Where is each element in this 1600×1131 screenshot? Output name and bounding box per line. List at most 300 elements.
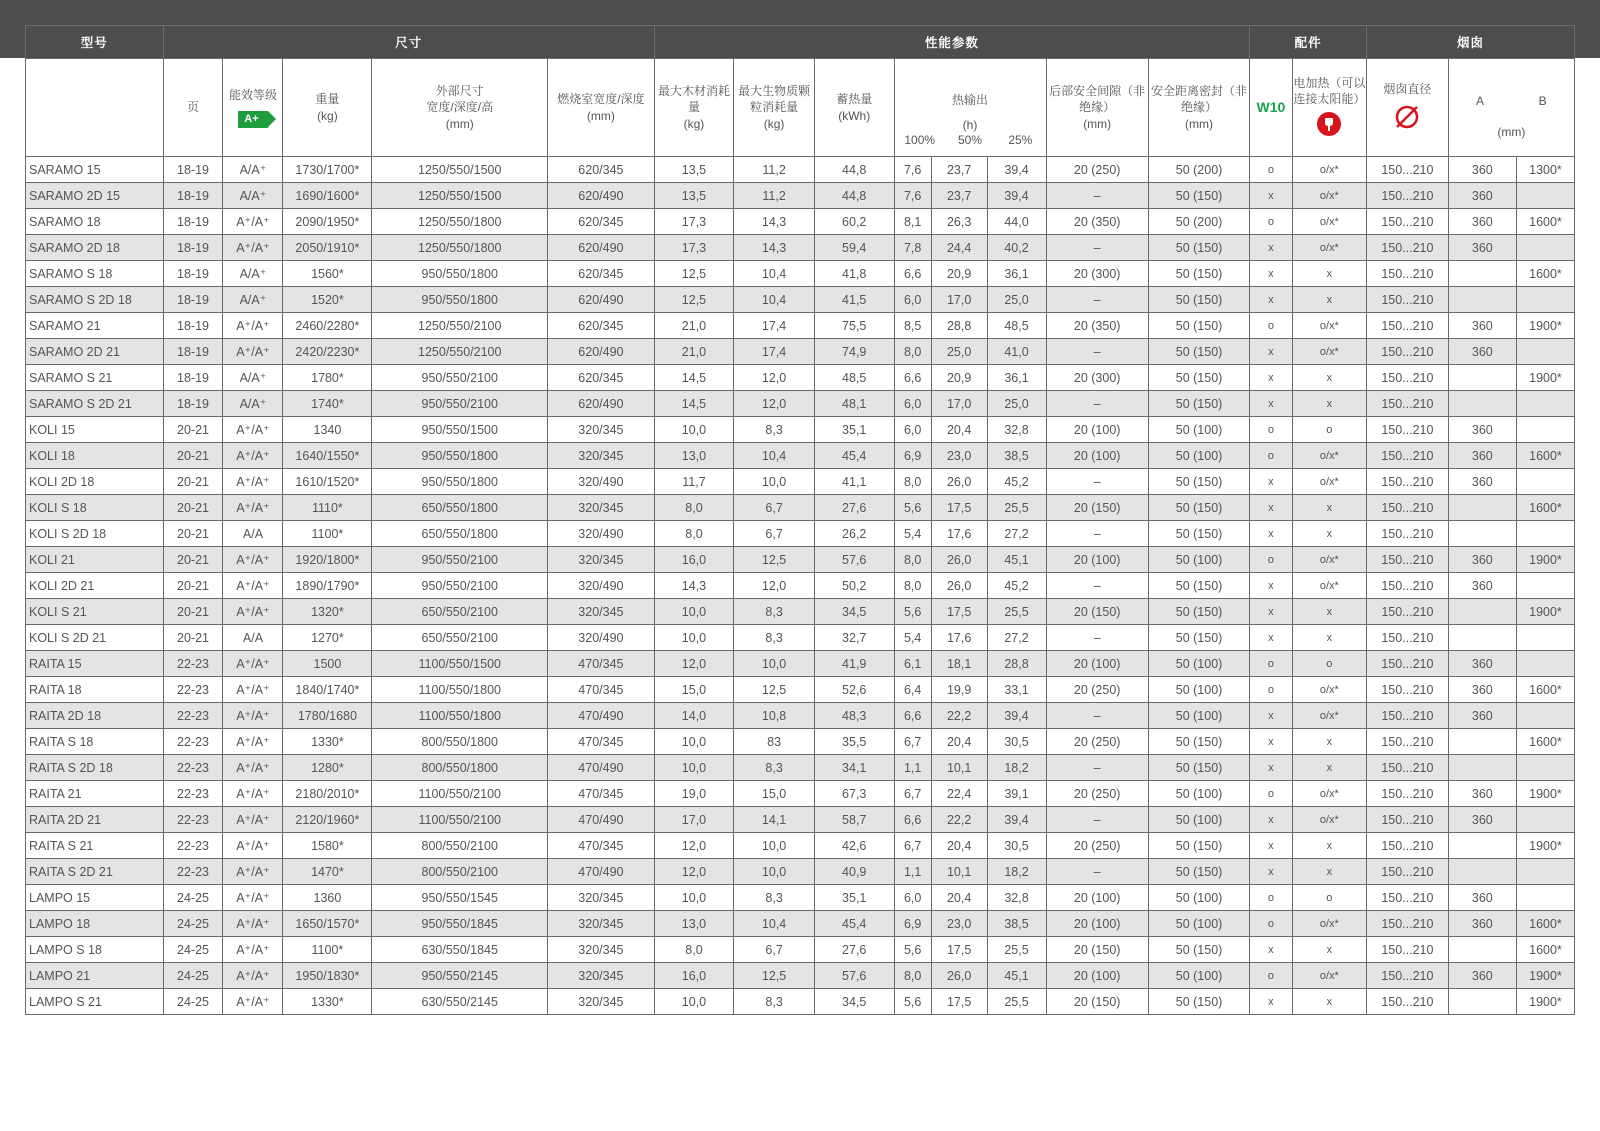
cell-heat-100: 6,6 [894,807,931,833]
chimney-b-label: B [1538,94,1547,108]
cell-outer-dims: 800/550/2100 [372,833,548,859]
cell-electric-heating: x [1292,989,1366,1015]
cell-chimney-b [1516,235,1574,261]
cell-seal-distance: 50 (100) [1148,443,1249,469]
heat-25-label: 25% [1008,132,1033,147]
cell-storage: 34,5 [814,599,894,625]
cell-chamber: 620/490 [548,235,655,261]
cell-w10: x [1250,521,1292,547]
cell-wood: 16,0 [654,547,734,573]
cell-chimney-a [1448,729,1516,755]
cell-outer-dims: 1250/550/1800 [372,235,548,261]
cell-chimney-b: 1300* [1516,157,1574,183]
cell-electric-heating: o/x* [1292,547,1366,573]
cell-w10: x [1250,183,1292,209]
cell-rear-gap: – [1046,287,1148,313]
cell-page: 18-19 [163,391,223,417]
cell-electric-heating: o/x* [1292,911,1366,937]
cell-chamber: 620/490 [548,183,655,209]
cell-chamber: 620/345 [548,365,655,391]
cell-rear-gap: – [1046,703,1148,729]
cell-seal-distance: 50 (150) [1148,989,1249,1015]
storage-unit: (kWh) [838,108,871,123]
table-row [26,547,1575,573]
cell-chimney-a: 360 [1448,443,1516,469]
cell-weight: 2090/1950* [283,209,372,235]
cell-seal-distance: 50 (150) [1148,365,1249,391]
col-wood [654,59,734,157]
diameter-icon [1394,104,1420,130]
cell-chimney-diameter: 150...210 [1367,833,1449,859]
cell-chamber: 620/345 [548,261,655,287]
cell-page: 22-23 [163,703,223,729]
table-row [26,365,1575,391]
cell-storage: 27,6 [814,937,894,963]
cell-chimney-a [1448,755,1516,781]
cell-chimney-diameter: 150...210 [1367,963,1449,989]
cell-pellet: 11,2 [734,183,815,209]
cell-weight: 1890/1790* [283,573,372,599]
cell-seal-distance: 50 (150) [1148,833,1249,859]
cell-weight: 1280* [283,755,372,781]
cell-pellet: 6,7 [734,521,815,547]
cell-outer-dims: 1250/550/1500 [372,183,548,209]
cell-electric-heating: x [1292,521,1366,547]
cell-heat-50: 20,9 [931,261,987,287]
cell-w10: x [1250,937,1292,963]
cell-pellet: 10,0 [734,859,815,885]
cell-rear-gap: 20 (150) [1046,937,1148,963]
cell-pellet: 12,5 [734,547,815,573]
table-row [26,807,1575,833]
cell-outer-dims: 1100/550/2100 [372,781,548,807]
cell-chimney-diameter: 150...210 [1367,339,1449,365]
cell-electric-heating: x [1292,391,1366,417]
cell-outer-dims: 950/550/2100 [372,573,548,599]
cell-energy-class: A⁺/A⁺ [223,781,283,807]
cell-wood: 21,0 [654,313,734,339]
table-row [26,495,1575,521]
cell-w10: o [1250,157,1292,183]
cell-weight: 1320* [283,599,372,625]
cell-chimney-b [1516,183,1574,209]
cell-energy-class: A/A⁺ [223,287,283,313]
cell-heat-100: 1,1 [894,859,931,885]
cell-energy-class: A⁺/A⁺ [223,573,283,599]
cell-rear-gap: 20 (100) [1046,651,1148,677]
table-row [26,287,1575,313]
cell-rear-gap: 20 (350) [1046,313,1148,339]
cell-model: KOLI 21 [26,547,164,573]
cell-heat-50: 20,4 [931,729,987,755]
cell-wood: 10,0 [654,885,734,911]
cell-electric-heating: o/x* [1292,573,1366,599]
col-weight [283,59,372,157]
cell-outer-dims: 1250/550/1800 [372,209,548,235]
cell-w10: o [1250,885,1292,911]
cell-seal-distance: 50 (100) [1148,677,1249,703]
storage-label: 蓄热量 [836,92,873,107]
cell-rear-gap: – [1046,183,1148,209]
cell-w10: o [1250,313,1292,339]
cell-page: 18-19 [163,261,223,287]
table-row [26,443,1575,469]
cell-page: 24-25 [163,885,223,911]
cell-w10: x [1250,261,1292,287]
cell-pellet: 8,3 [734,755,815,781]
cell-chimney-diameter: 150...210 [1367,729,1449,755]
cell-rear-gap: 20 (150) [1046,495,1148,521]
cell-pellet: 10,4 [734,287,815,313]
cell-energy-class: A⁺/A⁺ [223,599,283,625]
table-row [26,573,1575,599]
cell-heat-100: 7,8 [894,235,931,261]
cell-weight: 1690/1600* [283,183,372,209]
col-chamber [548,59,655,157]
cell-w10: x [1250,729,1292,755]
cell-outer-dims: 1100/550/1800 [372,677,548,703]
cell-weight: 2180/2010* [283,781,372,807]
cell-model: SARAMO S 21 [26,365,164,391]
cell-model: SARAMO S 2D 21 [26,391,164,417]
cell-wood: 17,3 [654,209,734,235]
cell-model: KOLI 15 [26,417,164,443]
cell-heat-25: 45,2 [987,573,1046,599]
cell-chimney-a [1448,599,1516,625]
cell-heat-25: 45,1 [987,547,1046,573]
cell-seal-distance: 50 (200) [1148,209,1249,235]
cell-heat-25: 45,2 [987,469,1046,495]
cell-seal-distance: 50 (200) [1148,157,1249,183]
cell-w10: x [1250,859,1292,885]
cell-weight: 2050/1910* [283,235,372,261]
cell-chimney-a: 360 [1448,469,1516,495]
cell-chimney-b: 1600* [1516,677,1574,703]
cell-outer-dims: 800/550/1800 [372,729,548,755]
cell-heat-100: 6,7 [894,781,931,807]
cell-wood: 12,0 [654,859,734,885]
cell-chimney-diameter: 150...210 [1367,521,1449,547]
cell-heat-50: 17,6 [931,625,987,651]
table-row [26,625,1575,651]
cell-w10: x [1250,339,1292,365]
cell-energy-class: A⁺/A⁺ [223,963,283,989]
cell-seal-distance: 50 (150) [1148,729,1249,755]
cell-pellet: 8,3 [734,599,815,625]
cell-storage: 45,4 [814,443,894,469]
cell-page: 20-21 [163,547,223,573]
cell-chamber: 620/345 [548,209,655,235]
cell-heat-100: 6,7 [894,729,931,755]
group-chimney: 烟囱 [1367,26,1575,59]
cell-model: KOLI S 2D 18 [26,521,164,547]
cell-weight: 1780* [283,365,372,391]
cell-heat-25: 39,4 [987,703,1046,729]
cell-wood: 10,0 [654,989,734,1015]
cell-model: SARAMO S 18 [26,261,164,287]
cell-seal-distance: 50 (150) [1148,625,1249,651]
cell-weight: 1110* [283,495,372,521]
cell-chamber: 470/490 [548,807,655,833]
cell-outer-dims: 1100/550/1500 [372,651,548,677]
group-performance: 性能参数 [654,26,1250,59]
cell-electric-heating: o/x* [1292,807,1366,833]
cell-chimney-a: 360 [1448,339,1516,365]
cell-electric-heating: x [1292,599,1366,625]
cell-outer-dims: 1100/550/1800 [372,703,548,729]
table-row [26,339,1575,365]
cell-weight: 1610/1520* [283,469,372,495]
cell-rear-gap: – [1046,625,1148,651]
cell-storage: 35,1 [814,885,894,911]
cell-weight: 2120/1960* [283,807,372,833]
cell-w10: x [1250,833,1292,859]
cell-seal-distance: 50 (150) [1148,235,1249,261]
cell-heat-100: 6,7 [894,833,931,859]
cell-chimney-b: 1900* [1516,547,1574,573]
cell-w10: x [1250,469,1292,495]
cell-page: 24-25 [163,963,223,989]
cell-chimney-b [1516,417,1574,443]
cell-chimney-diameter: 150...210 [1367,599,1449,625]
cell-chamber: 320/490 [548,469,655,495]
cell-energy-class: A⁺/A⁺ [223,651,283,677]
cell-page: 18-19 [163,209,223,235]
cell-heat-100: 5,6 [894,937,931,963]
cell-outer-dims: 950/550/1800 [372,261,548,287]
cell-energy-class: A⁺/A⁺ [223,417,283,443]
cell-page: 18-19 [163,287,223,313]
cell-chimney-diameter: 150...210 [1367,313,1449,339]
cell-energy-class: A⁺/A⁺ [223,859,283,885]
cell-weight: 1100* [283,521,372,547]
cell-pellet: 10,4 [734,261,815,287]
cell-heat-25: 38,5 [987,443,1046,469]
outer-dims-label: 外部尺寸 [435,84,484,99]
cell-w10: o [1250,781,1292,807]
cell-weight: 1640/1550* [283,443,372,469]
cell-wood: 8,0 [654,937,734,963]
col-storage [814,59,894,157]
cell-heat-100: 6,6 [894,261,931,287]
cell-chamber: 320/490 [548,625,655,651]
cell-model: RAITA 15 [26,651,164,677]
cell-electric-heating: o/x* [1292,157,1366,183]
cell-model: KOLI S 21 [26,599,164,625]
cell-heat-100: 8,0 [894,339,931,365]
cell-energy-class: A⁺/A⁺ [223,547,283,573]
cell-energy-class: A/A [223,521,283,547]
cell-chimney-b: 1900* [1516,833,1574,859]
cell-chimney-b: 1900* [1516,313,1574,339]
cell-chimney-a: 360 [1448,781,1516,807]
cell-heat-50: 20,9 [931,365,987,391]
cell-wood: 15,0 [654,677,734,703]
group-accessories: 配件 [1250,26,1367,59]
col-outer-dims [372,59,548,157]
cell-rear-gap: – [1046,573,1148,599]
cell-pellet: 17,4 [734,339,815,365]
cell-wood: 14,5 [654,391,734,417]
cell-chimney-a: 360 [1448,651,1516,677]
cell-heat-50: 20,4 [931,417,987,443]
cell-rear-gap: 20 (150) [1046,989,1148,1015]
cell-chimney-diameter: 150...210 [1367,755,1449,781]
cell-page: 22-23 [163,755,223,781]
seal-distance-label: 安全距离密封（非绝缘） [1151,84,1248,115]
cell-heat-25: 39,4 [987,807,1046,833]
table-row [26,677,1575,703]
cell-chimney-b [1516,391,1574,417]
cell-energy-class: A⁺/A⁺ [223,677,283,703]
cell-wood: 12,5 [654,287,734,313]
cell-page: 24-25 [163,989,223,1015]
cell-heat-50: 22,2 [931,807,987,833]
cell-storage: 74,9 [814,339,894,365]
cell-w10: x [1250,625,1292,651]
cell-heat-100: 8,0 [894,963,931,989]
cell-electric-heating: x [1292,937,1366,963]
group-size: 尺寸 [163,26,654,59]
cell-rear-gap: 20 (100) [1046,547,1148,573]
cell-chamber: 470/345 [548,729,655,755]
cell-chimney-a [1448,495,1516,521]
cell-wood: 8,0 [654,521,734,547]
cell-wood: 13,0 [654,911,734,937]
cell-chimney-b: 1900* [1516,781,1574,807]
cell-heat-100: 6,6 [894,365,931,391]
cell-chimney-b [1516,651,1574,677]
cell-chamber: 320/345 [548,495,655,521]
cell-page: 20-21 [163,469,223,495]
cell-seal-distance: 50 (150) [1148,183,1249,209]
cell-page: 18-19 [163,183,223,209]
cell-page: 22-23 [163,859,223,885]
cell-storage: 41,5 [814,287,894,313]
cell-chimney-a: 360 [1448,547,1516,573]
cell-rear-gap: 20 (300) [1046,365,1148,391]
cell-w10: o [1250,443,1292,469]
col-energy-class [223,59,283,157]
cell-heat-50: 28,8 [931,313,987,339]
cell-pellet: 15,0 [734,781,815,807]
cell-weight: 1520* [283,287,372,313]
cell-heat-25: 44,0 [987,209,1046,235]
cell-heat-25: 39,1 [987,781,1046,807]
cell-electric-heating: x [1292,287,1366,313]
chimney-unit: (mm) [1497,125,1526,139]
cell-storage: 41,9 [814,651,894,677]
cell-w10: x [1250,391,1292,417]
cell-heat-50: 23,0 [931,443,987,469]
cell-rear-gap: 20 (250) [1046,677,1148,703]
cell-seal-distance: 50 (150) [1148,755,1249,781]
cell-heat-25: 25,0 [987,287,1046,313]
cell-chamber: 620/345 [548,157,655,183]
cell-seal-distance: 50 (150) [1148,937,1249,963]
cell-chimney-a [1448,625,1516,651]
col-model [26,59,164,157]
cell-outer-dims: 950/550/1800 [372,469,548,495]
cell-heat-100: 6,0 [894,885,931,911]
cell-page: 22-23 [163,807,223,833]
cell-energy-class: A⁺/A⁺ [223,313,283,339]
cell-heat-25: 32,8 [987,885,1046,911]
cell-seal-distance: 50 (100) [1148,651,1249,677]
cell-storage: 57,6 [814,547,894,573]
cell-chimney-a: 360 [1448,911,1516,937]
cell-model: RAITA 21 [26,781,164,807]
cell-chimney-diameter: 150...210 [1367,781,1449,807]
table-row [26,833,1575,859]
table-row [26,859,1575,885]
cell-chamber: 320/345 [548,417,655,443]
cell-heat-25: 30,5 [987,729,1046,755]
cell-storage: 58,7 [814,807,894,833]
cell-storage: 35,5 [814,729,894,755]
col-w10 [1250,59,1292,157]
cell-heat-50: 24,4 [931,235,987,261]
cell-page: 22-23 [163,677,223,703]
cell-page: 20-21 [163,443,223,469]
heat-output-unit: (h) [962,118,978,132]
cell-storage: 59,4 [814,235,894,261]
cell-electric-heating: o/x* [1292,443,1366,469]
cell-wood: 8,0 [654,495,734,521]
cell-weight: 1500 [283,651,372,677]
cell-electric-heating: o/x* [1292,235,1366,261]
cell-chimney-a: 360 [1448,183,1516,209]
table-row [26,183,1575,209]
cell-page: 22-23 [163,651,223,677]
cell-energy-class: A/A⁺ [223,183,283,209]
cell-outer-dims: 800/550/1800 [372,755,548,781]
cell-model: SARAMO 2D 21 [26,339,164,365]
cell-heat-100: 1,1 [894,755,931,781]
cell-weight: 1840/1740* [283,677,372,703]
cell-chimney-diameter: 150...210 [1367,859,1449,885]
cell-rear-gap: – [1046,521,1148,547]
cell-w10: x [1250,495,1292,521]
cell-heat-50: 17,5 [931,495,987,521]
cell-heat-100: 5,6 [894,989,931,1015]
cell-outer-dims: 950/550/1800 [372,287,548,313]
cell-model: RAITA 2D 18 [26,703,164,729]
cell-heat-100: 6,6 [894,703,931,729]
cell-rear-gap: 20 (100) [1046,885,1148,911]
cell-chamber: 320/345 [548,885,655,911]
cell-heat-100: 6,0 [894,417,931,443]
cell-page: 24-25 [163,937,223,963]
cell-chimney-a [1448,261,1516,287]
cell-seal-distance: 50 (100) [1148,547,1249,573]
cell-wood: 16,0 [654,963,734,989]
cell-outer-dims: 650/550/2100 [372,599,548,625]
cell-energy-class: A⁺/A⁺ [223,339,283,365]
cell-w10: o [1250,547,1292,573]
table-row [26,313,1575,339]
cell-storage: 26,2 [814,521,894,547]
cell-energy-class: A/A⁺ [223,157,283,183]
cell-chamber: 470/345 [548,833,655,859]
cell-pellet: 10,0 [734,833,815,859]
electric-heating-label: 电加热（可以连接太阳能） [1293,76,1366,107]
cell-weight: 1740* [283,391,372,417]
cell-chimney-b: 1900* [1516,365,1574,391]
table-row [26,157,1575,183]
table-row [26,911,1575,937]
cell-rear-gap: – [1046,755,1148,781]
